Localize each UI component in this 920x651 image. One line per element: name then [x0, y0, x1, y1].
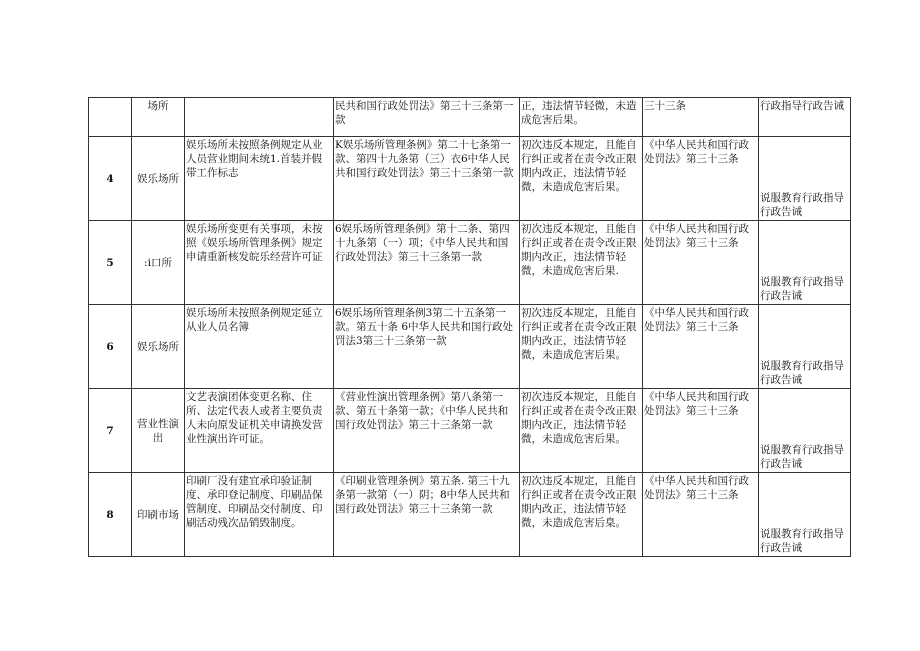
legal-basis-cell: 6娱乐场所管理条例3第二十五条第一款。第五十条 6中华人民共和国行政处罚法3第三十三条第一款 [334, 305, 520, 389]
row-number: 5 [89, 221, 132, 305]
condition-cell: 初次违反本规定，且能自行纠正或者在责令改正限期内改正，违法情节轻微，未造成危害后果. [520, 221, 643, 305]
condition-cell: 正，违法情节轻微，未造成危害后果。 [520, 98, 643, 137]
row-number [89, 98, 132, 137]
row-number: 6 [89, 305, 132, 389]
legal-basis-cell: 6娱乐场所管理条例》第十二条、第四十九条第（一）项；《中华人民共和国行政处罚法》第三十三条第一款 [334, 221, 520, 305]
category-cell: 印刷市场 [132, 473, 185, 557]
condition-cell: 初次违反本规定，且能自行纠正或者在责令改正限期内改正，违法情节轻微，未造成危害后臬。 [520, 473, 643, 557]
category-cell: 娱乐场所 [132, 137, 185, 221]
legal-basis-cell: 民共和国行政处罚法》第三十三条第一款 [334, 98, 520, 137]
table-row [89, 221, 851, 305]
violation-cell: 文艺表演团体变更名称、住所、法定代表人或者主要负责人未向原发证机关申请换发营业性演出许可证。 [185, 389, 334, 473]
action-cell: 说服教育行政指导行政告诫 [759, 305, 851, 389]
reference-cell: 《中华人民共和国行政处罚法》第三十三条 [643, 473, 759, 557]
enforcement-table [88, 97, 851, 557]
violation-cell: 娱乐场所未按照条例规定延立从业人员名簿 [185, 305, 334, 389]
reference-cell: 《中华人民共和国行政处罚法》第三十三条 [643, 137, 759, 221]
legal-basis-cell: 《印刷业管理条例》第五条. 第三十九条第一款第（一）阴；8中华人民共和国行政处罚法》第三十三条第一款 [334, 473, 520, 557]
table-row [89, 473, 851, 557]
violation-cell: 娱乐场所未按照条例规定从业人员营业期间未统1.首装并假带工作标志 [185, 137, 334, 221]
condition-cell: 初次违反本规定，且能自行纠正或者在责令改正限期内改正，违法情节轻微，未造成危害后果。 [520, 137, 643, 221]
violation-cell: 娱乐场所变更有关事项，未按照《娱乐场所管理条例》规定申请重新核发皖乐经营许可证 [185, 221, 334, 305]
table-row [89, 137, 851, 221]
violation-cell: 印刷厂没有建宜承印验证制度、承印登记制度、印刷品保管制度、印刷品交付制度、印刷活动残次品销毁制度。 [185, 473, 334, 557]
reference-cell: 《中华人民共和国行政处罚法》第三十三条 [643, 389, 759, 473]
condition-cell: 初次违反本规定，且能自行纠正或者在责令改正限期内改正，违法情节轻微，未造成危害后果。 [520, 305, 643, 389]
row-number: 7 [89, 389, 132, 473]
action-cell: 说服教育行政指导行政告诫 [759, 389, 851, 473]
legal-basis-cell: K娱乐场所管理条例》第二十七条第一款、第四十九条第（三）衣6中华人民共和国行政处罚法》第三十三条第一款 [334, 137, 520, 221]
category-cell: 营业性演出 [132, 389, 185, 473]
legal-basis-cell: 《营业性演出管理条例》第八条第一款、第五十条第一款；《中华人民共和国行玫处罚法》第三十三条第一款 [334, 389, 520, 473]
reference-cell: 三十三条 [643, 98, 759, 137]
category-cell: 场所 [132, 98, 185, 137]
condition-cell: 初次违反本规定，且能自行纠正或者在责令改正限期内改正，违法情节轻微，未造成危害后果。 [520, 389, 643, 473]
category-cell: 娱乐场所 [132, 305, 185, 389]
reference-cell: 《中华人民共和国行政处罚法》第三十三条 [643, 305, 759, 389]
action-cell: 说服教育行政指导行政告诫 [759, 137, 851, 221]
action-cell: 行政指导行政告诫 [759, 98, 851, 137]
category-cell: :i口所 [132, 221, 185, 305]
table-row [89, 305, 851, 389]
row-number: 8 [89, 473, 132, 557]
row-number: 4 [89, 137, 132, 221]
action-cell: 说服教育行政指导行政告诫 [759, 221, 851, 305]
action-cell: 说服教育行政指导行政告诫 [759, 473, 851, 557]
violation-cell [185, 98, 334, 137]
reference-cell: 《中华人民共和国行政处罚法》第三十三条 [643, 221, 759, 305]
table-row [89, 98, 851, 137]
table-row [89, 389, 851, 473]
